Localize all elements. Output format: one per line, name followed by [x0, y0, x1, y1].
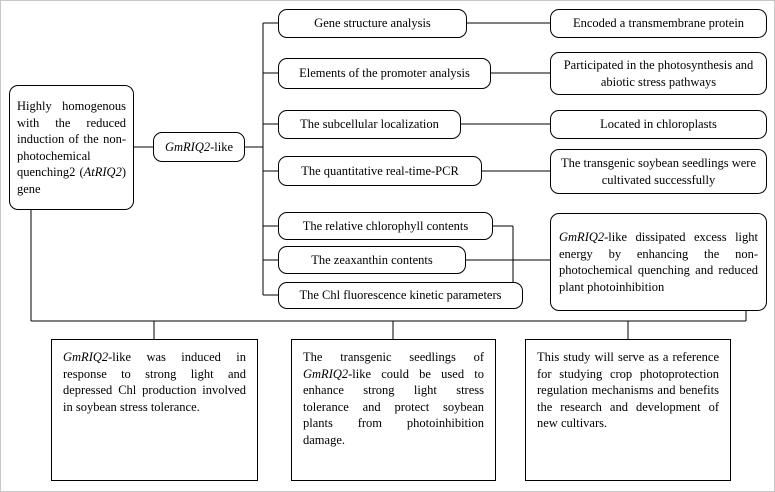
node-gene — [153, 132, 245, 162]
node-analysis-2-text: Elements of the promoter analysis — [299, 66, 470, 81]
node-gene-text: GmRIQ2-like — [164, 139, 234, 154]
node-analysis-4-text: The quantitative real-time-PCR — [301, 163, 459, 178]
node-conclusion-2-text: The transgenic seedlings of GmRIQ2-like could be used to enhance strong light stress tolerance and protect soybean plants from photoinhibition damage. — [303, 350, 484, 447]
node-conclusion-2 — [291, 339, 496, 481]
node-analysis-6-text: The zeaxanthin contents — [311, 252, 433, 267]
node-result-3 — [550, 110, 767, 139]
node-analysis-2 — [278, 58, 491, 89]
node-conclusion-1 — [51, 339, 258, 481]
node-result-1 — [550, 9, 767, 38]
node-conclusion-3 — [525, 339, 731, 481]
node-result-2 — [550, 52, 767, 95]
node-source-text: Highly homogenous with the reduced induction of the non-photochemical quenching2 (AtRIQ2) gene — [17, 99, 126, 196]
node-result-5-text: GmRIQ2-like dissipated excess light energy by enhancing the non-photochemical quenching and reduced plant photoinhibition — [559, 230, 758, 294]
node-analysis-7 — [278, 282, 523, 309]
node-analysis-1 — [278, 9, 467, 38]
node-result-1-text: Encoded a transmembrane protein — [572, 16, 745, 31]
node-analysis-4 — [278, 156, 482, 186]
node-analysis-1-text: Gene structure analysis — [314, 16, 431, 31]
node-conclusion-1-text: GmRIQ2-like was induced in response to strong light and depressed Chl production involved in soybean stress tolerance. — [63, 350, 246, 414]
node-analysis-7-text: The Chl fluorescence kinetic parameters — [299, 288, 502, 303]
node-source — [9, 85, 134, 210]
node-conclusion-3-text: This study will serve as a reference for studying crop photoprotection regulation mechanisms and benefits the research and development of new cultivars. — [537, 350, 719, 430]
node-result-4 — [550, 149, 767, 194]
node-analysis-5-text: The relative chlorophyll contents — [302, 218, 469, 233]
node-result-4-text: The transgenic soybean seedlings were cultivated successfully — [560, 156, 757, 187]
node-result-3-text: Located in chloroplasts — [600, 117, 717, 132]
node-result-2-text: Participated in the photosynthesis and abiotic stress pathways — [563, 58, 754, 89]
node-analysis-5 — [278, 212, 493, 240]
node-analysis-3-text: The subcellular localization — [300, 117, 439, 132]
node-analysis-6 — [278, 246, 466, 274]
node-analysis-3 — [278, 110, 461, 139]
node-result-5 — [550, 213, 767, 311]
